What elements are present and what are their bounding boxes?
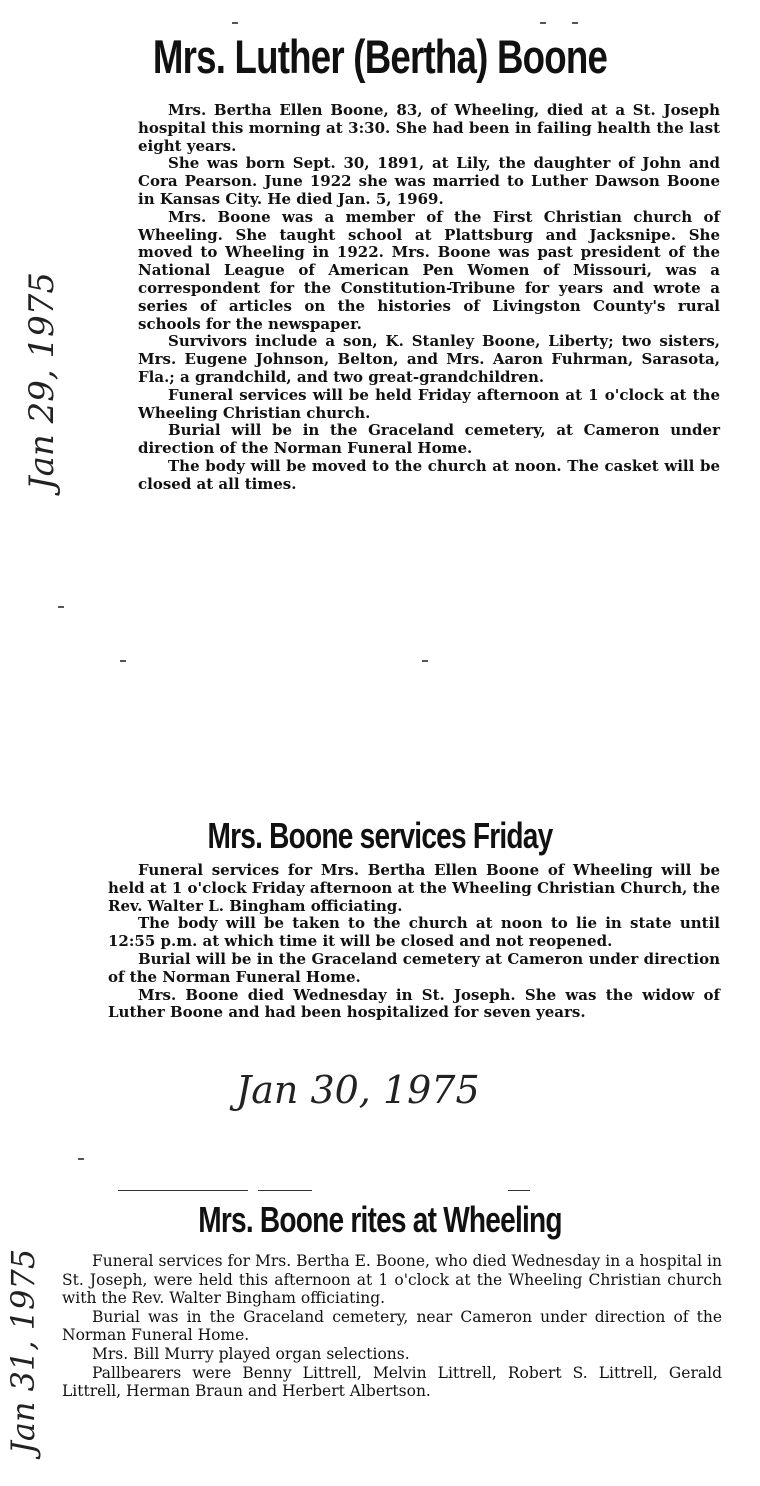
handwritten-date-note: Jan 31, 1975 [4, 1248, 42, 1454]
divider-rule [508, 1190, 530, 1191]
print-speck [232, 22, 238, 24]
paragraph: Mrs. Boone died Wednesday in St. Joseph. She was the widow of Luther Boone and had been hospitalized for seven years. [108, 985, 720, 1022]
paragraph: Funeral services for Mrs. Bertha E. Boone, who died Wednesday in a hospital in St. Joseph, were held this afternoon at 1 o'clock at the Wheeling Christian church with the Rev. Walter Bingham officiating. [62, 1252, 722, 1308]
handwritten-date-note: Jan 30, 1975 [236, 1068, 480, 1112]
print-speck [572, 22, 578, 24]
paragraph: The body will be moved to the church at noon. The casket will be closed at all times. [138, 456, 720, 493]
handwritten-date-note: Jan 29, 1975 [22, 271, 62, 490]
paragraph: Burial was in the Graceland cemetery, near Cameron under direction of the Norman Funeral Home. [62, 1307, 722, 1345]
funeral-report-body [62, 1252, 722, 1401]
paragraph: Funeral services for Mrs. Bertha Ellen Boone of Wheeling will be held at 1 o'clock Friday afternoon at the Wheeling Christian Church, the Rev. Walter L. Bingham officiating. [108, 861, 720, 915]
paragraph: Burial will be in the Graceland cemetery, at Cameron under direction of the Norman Funeral Home. [138, 421, 720, 458]
obituary-headline: Mrs. Luther (Bertha) Boone [152, 30, 608, 83]
obituary-clipping [0, 0, 760, 640]
print-speck [422, 660, 428, 662]
paragraph: Survivors include a son, K. Stanley Boone, Liberty; two sisters, Mrs. Eugene Johnson, Belton, and Mrs. Aaron Fuhrman, Sarasota, Fla.; a grandchild, and two great-grandchildren. [138, 332, 720, 386]
print-speck [78, 1158, 84, 1160]
print-speck [58, 606, 64, 608]
paragraph: Pallbearers were Benny Littrell, Melvin Littrell, Robert S. Littrell, Gerald Littrell, Herman Braun and Herbert Albertson. [62, 1363, 722, 1401]
funeral-notice-body [108, 862, 720, 1022]
funeral-report-clipping [0, 1180, 760, 1486]
paragraph: Mrs. Boone was a member of the First Christian church of Wheeling. She taught school at Plattsburg and Jacksnipe. She moved to Wheeling in 1922. Mrs. Boone was past president of the National League of American Pen Women of Missouri, was a correspondent for the Constitution-Tribune for years and wrote a series of articles on the histories of Livingston County's rural schools for the newspaper. [138, 207, 720, 333]
divider-rule [118, 1190, 248, 1191]
paragraph: Mrs. Bertha Ellen Boone, 83, of Wheeling, died at a St. Joseph hospital this morning at 3:30. She had been in failing health the last eight years. [138, 101, 720, 155]
paragraph: Mrs. Bill Murry played organ selections. [92, 1344, 410, 1363]
paragraph: Funeral services will be held Friday afternoon at 1 o'clock at the Wheeling Christian church. [138, 385, 720, 422]
paragraph: The body will be taken to the church at noon to lie in state until 12:55 p.m. at which time it will be closed and not reopened. [108, 914, 720, 951]
paragraph: Burial will be in the Graceland cemetery at Cameron under direction of the Norman Funeral Home. [108, 949, 720, 986]
paragraph: She was born Sept. 30, 1891, at Lily, the daughter of John and Cora Pearson. June 1922 she was married to Luther Dawson Boone in Kansas City. He died Jan. 5, 1969. [138, 154, 720, 208]
divider-rule [258, 1190, 312, 1191]
funeral-report-headline: Mrs. Boone rites at Wheeling [198, 1199, 562, 1240]
funeral-notice-headline: Mrs. Boone services Friday [207, 815, 553, 856]
print-speck [120, 660, 126, 662]
print-speck [540, 22, 546, 24]
obituary-body [138, 102, 720, 494]
funeral-notice-clipping [0, 800, 760, 1160]
